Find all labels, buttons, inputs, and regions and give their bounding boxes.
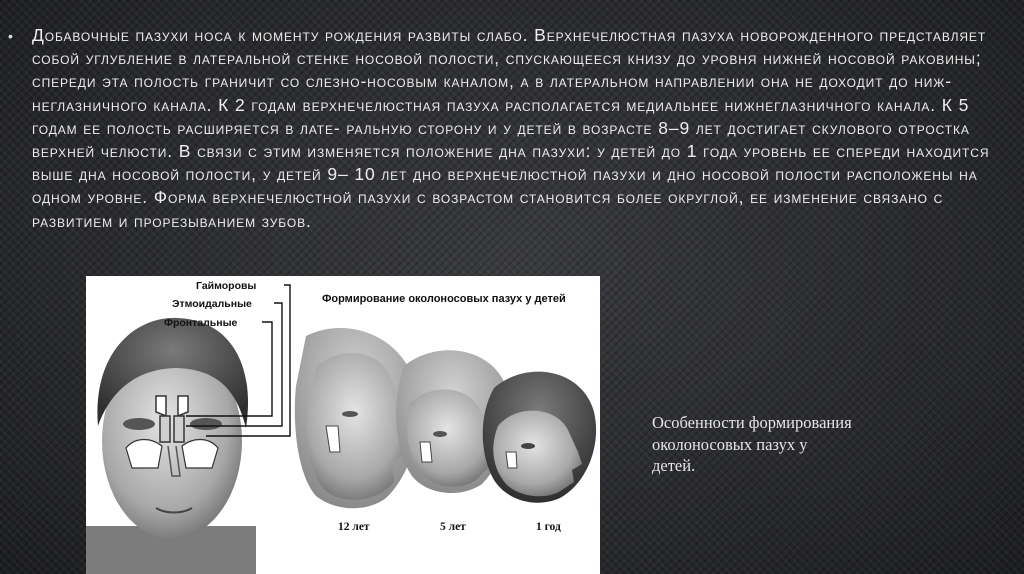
profile-1-year bbox=[483, 372, 596, 503]
main-paragraph: Добавочные пазухи носа к моменту рождения развиты слабо. Верхнечелюстная пазуха новорожденного представляет собой углубление в латеральной стенке носовой полости, спускающееся книзу до уровня нижней носовой раковины; спереди эта полость граничит со слезно-носовым каналом, а в латеральном направлении она не доходит до ниж- неглазничного канала. К 2 годам верхнечелюстная пазуха располагается медиальнее нижнеглазничного канала. К 5 годам ее полость расширяется в лате- ральную сторону и у детей в возрасте 8–9 лет достигает скулового отростка верхней челюсти. В связи с этим изменяется положение дна пазухи: у детей до 1 года уровень ее спереди находится выше дна носовой полости, у детей 9– 10 лет дно верхнечелюстной пазухи и дно носовой полости расположены на одном уровне. Форма верхнечелюстной пазухи с возрастом становится более округлой, ее изменение связано с развитием и прорезыванием зубов. bbox=[32, 25, 990, 231]
figure-title: Формирование околоносовых пазух у детей bbox=[322, 293, 566, 305]
sinus-figure bbox=[86, 276, 600, 574]
age-label-12: 12 лет bbox=[338, 521, 370, 533]
label-ethmoid: Этмоидальные bbox=[172, 298, 252, 310]
figure-caption: Особенности формирования околоносовых пазух у детей. bbox=[652, 413, 852, 475]
front-face-drawing bbox=[86, 318, 256, 574]
age-label-5: 5 лет bbox=[440, 521, 466, 533]
slide-body-text bbox=[8, 24, 1016, 233]
label-maxillary: Гайморовы bbox=[196, 280, 257, 292]
sinus-illustration bbox=[86, 276, 600, 574]
label-frontal: Фронтальные bbox=[164, 317, 238, 329]
age-label-1: 1 год bbox=[536, 521, 561, 533]
bullet-marker: • bbox=[8, 28, 14, 44]
